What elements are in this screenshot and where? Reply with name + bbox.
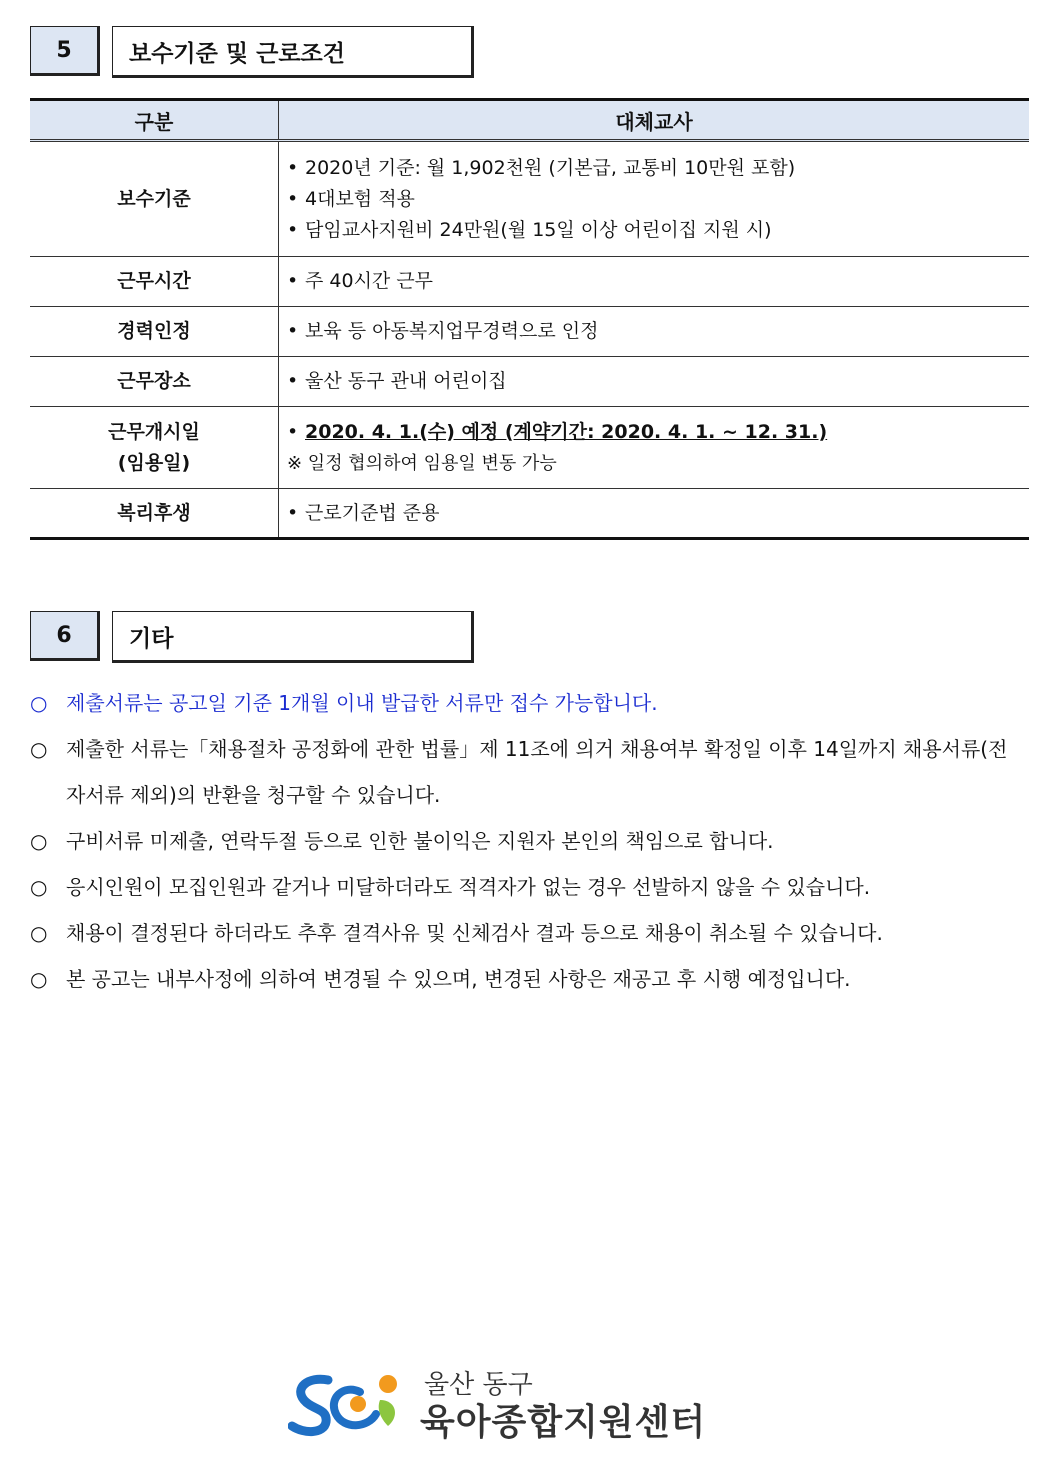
- row-label: 근무장소: [30, 357, 279, 407]
- other-notices-list: [30, 680, 1020, 1002]
- section-number: 5: [30, 26, 100, 76]
- row-label: 경력인정: [30, 307, 279, 357]
- table-header-row: [30, 100, 1029, 141]
- list-item: • 주 40시간 근무: [287, 270, 434, 292]
- row-content: [279, 257, 1030, 307]
- row-note: ※ 일정 협의하여 임용일 변동 가능: [287, 452, 557, 474]
- row-content: [279, 141, 1030, 257]
- circle-bullet-icon: ○: [30, 967, 48, 991]
- list-item: • 보육 등 아동복지업무경력으로 인정: [287, 320, 599, 342]
- table-row-welfare: [30, 489, 1029, 539]
- row-content: [279, 357, 1030, 407]
- list-item: ○ 구비서류 미제출, 연락두절 등으로 인한 불이익은 지원자 본인의 책임으로 합니다.: [30, 818, 1020, 864]
- list-item: ○ 응시인원이 모집인원과 같거나 미달하더라도 적격자가 없는 경우 선발하지 않을 수 있습니다.: [30, 864, 1020, 910]
- logo-subtitle: 울산 동구: [424, 1370, 533, 1400]
- section-title: 기타: [112, 611, 474, 663]
- row-content: [279, 307, 1030, 357]
- column-header-category: 구분: [30, 100, 279, 141]
- row-label: 근무개시일 (임용일): [30, 407, 279, 489]
- list-item: ○ 제출서류는 공고일 기준 1개월 이내 발급한 서류만 접수 가능합니다.: [30, 680, 1020, 726]
- column-header-substitute-teacher: 대체교사: [279, 100, 1030, 141]
- list-item: • 울산 동구 관내 어린이집: [287, 370, 507, 392]
- row-content: [279, 489, 1030, 539]
- list-item: • 근로기준법 준용: [287, 501, 440, 524]
- logo-title: 육아종합지원센터: [420, 1402, 707, 1443]
- row-content: [279, 407, 1030, 489]
- table-row-start-date: [30, 407, 1029, 489]
- row-label: 보수기준: [30, 141, 279, 257]
- circle-bullet-icon: ○: [30, 829, 48, 853]
- circle-bullet-icon: ○: [30, 875, 48, 899]
- table-row-career-recognition: [30, 307, 1029, 357]
- section-number: 6: [30, 611, 100, 661]
- working-conditions-table: [30, 98, 1029, 540]
- list-item: ○ 채용이 결정된다 하더라도 추후 결격사유 및 신체검사 결과 등으로 채용이 취소될 수 있습니다.: [30, 910, 1020, 956]
- list-item: • 2020년 기준: 월 1,902천원 (기본급, 교통비 10만원 포함): [287, 156, 796, 179]
- list-item: • 2020. 4. 1.(수) 예정 (계약기간: 2020. 4. 1. ~ 12. 31.): [287, 420, 828, 443]
- circle-bullet-icon: ○: [30, 921, 48, 945]
- list-item: • 4대보험 적용: [287, 187, 415, 210]
- circle-bullet-icon: ○: [30, 691, 48, 715]
- section-title: 보수기준 및 근로조건: [112, 26, 474, 78]
- center-logo: [288, 1364, 728, 1444]
- circle-bullet-icon: ○: [30, 737, 48, 761]
- row-label: 복리후생: [30, 489, 279, 539]
- table-row-work-location: [30, 357, 1029, 407]
- list-item: ○ 본 공고는 내부사정에 의하여 변경될 수 있으며, 변경된 사항은 재공고 후 시행 예정입니다.: [30, 956, 1020, 1002]
- table-row-working-hours: [30, 257, 1029, 307]
- logo-mark-icon: [288, 1370, 406, 1440]
- table-row-salary: [30, 141, 1029, 257]
- row-label: 근무시간: [30, 257, 279, 307]
- list-item: ○ 제출한 서류는「채용절차 공정화에 관한 법률」제 11조에 의거 채용여부 확정일 이후 14일까지 채용서류(전자서류 제외)의 반환을 청구할 수 있습니다.: [30, 726, 1020, 818]
- list-item: • 담임교사지원비 24만원(월 15일 이상 어린이집 지원 시): [287, 218, 772, 241]
